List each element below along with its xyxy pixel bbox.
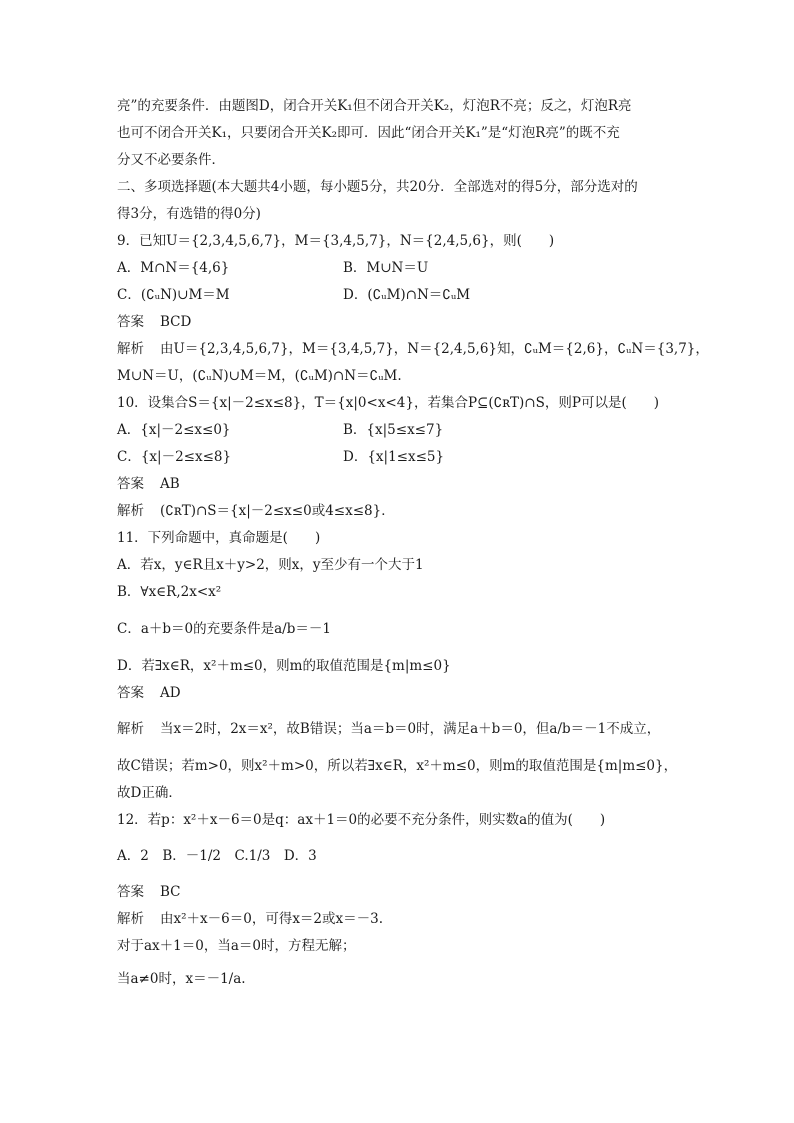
question-9-option-d: D．(∁ᵤM)∩N＝∁ᵤM (343, 287, 471, 303)
analysis-text: (∁ʀT)∩S＝{x|－2≤x≤0或4≤x≤8}． (160, 503, 395, 519)
question-12-answer (117, 883, 181, 901)
question-12-options: A．2 B．－1/2 C.1/3 D．3 (117, 848, 317, 864)
answer-label: 答案 (117, 476, 144, 492)
question-10-option-a: A．{x|－2≤x≤0} (117, 422, 231, 438)
question-10-option-b: B．{x|5≤x≤7} (343, 422, 444, 438)
answer-value: AB (160, 476, 180, 492)
question-11-option-c: C．a＋b＝0的充要条件是a/b＝－1 (117, 621, 331, 637)
analysis-text: 由U＝{2,3,4,5,6,7}，M＝{3,4,5,7}，N＝{2,4,5,6}知，∁ᵤM＝{2,6}，∁ᵤN＝{3,7}， (160, 341, 709, 357)
question-11-stem: 11．下列命题中，真命题是( ) (117, 530, 321, 546)
analysis-label: 解析 (117, 911, 144, 927)
question-9-option-a (117, 259, 229, 277)
analysis-text: 由x²＋x－6＝0，可得x＝2或x＝－3. (160, 911, 384, 927)
question-11-analysis-cont: 故C错误；若m>0，则x²＋m>0，所以若∃x∈R，x²＋m≤0，则m的取值范围是{m|m≤0}， (117, 758, 678, 774)
answer-label: 答案 (117, 884, 144, 900)
question-9-analysis (117, 340, 709, 358)
question-12-stem: 12．若p：x²＋x－6＝0是q：ax＋1＝0的必要不充分条件，则实数a的值为( ) (117, 812, 606, 828)
question-10-option-c: C．{x|－2≤x≤8} (117, 449, 232, 465)
text-line: 亮”的充要条件．由题图D，闭合开关K₁但不闭合开关K₂，灯泡R不亮；反之，灯泡R亮 (117, 98, 632, 114)
question-12-analysis-cont: 对于ax＋1＝0，当a＝0时，方程无解； (117, 938, 356, 954)
answer-value: BCD (160, 314, 192, 330)
answer-label: 答案 (117, 685, 144, 701)
question-9-answer (117, 313, 191, 331)
question-10-analysis (117, 502, 395, 520)
answer-value: BC (160, 884, 181, 900)
question-11-answer (117, 684, 181, 702)
question-11-option-b: B．∀x∈R,2x<x² (117, 584, 222, 600)
question-12-analysis (117, 910, 383, 928)
question-10-option-d: D．{x|1≤x≤5} (343, 449, 445, 465)
question-9-option-b: B．M∪N＝U (343, 260, 429, 276)
question-9-option-c: C．(∁ᵤN)∪M＝M (117, 287, 230, 303)
question-9-analysis-cont: M∪N＝U，(∁ᵤN)∪M＝M，(∁ᵤM)∩N＝∁ᵤM. (117, 368, 402, 384)
answer-label: 答案 (117, 314, 144, 330)
question-12-analysis-end: 当a≠0时，x＝－1/a. (117, 971, 246, 987)
section-heading: 二、多项选择题(本大题共4小题，每小题5分，共20分．全部选对的得5分，部分选对的 (117, 179, 638, 195)
section-heading-cont: 得3分，有选错的得0分) (117, 206, 261, 222)
text-line: 分又不必要条件． (117, 152, 225, 168)
analysis-label: 解析 (117, 503, 144, 519)
text-line: 也可不闭合开关K₁，只要闭合开关K₂即可．因此“闭合开关K₁”是“灯泡R亮”的既不充 (117, 125, 620, 141)
question-11-analysis-end: 故D正确． (117, 785, 182, 801)
option-a-text: A．M∩N＝{4,6} (117, 260, 230, 276)
analysis-text: 当x＝2时，2x＝x²，故B错误；当a＝b＝0时，满足a＋b＝0，但a/b＝－1不成立， (160, 721, 661, 737)
analysis-label: 解析 (117, 341, 144, 357)
question-11-analysis (117, 720, 660, 738)
question-10-stem: 10．设集合S＝{x|－2≤x≤8}，T＝{x|0<x<4}，若集合P⊆(∁ʀT)∩S，则P可以是( ) (117, 395, 659, 411)
answer-value: AD (160, 685, 181, 701)
question-11-option-d: D．若∃x∈R，x²＋m≤0，则m的取值范围是{m|m≤0} (117, 658, 451, 674)
analysis-label: 解析 (117, 721, 144, 737)
question-10-answer (117, 475, 180, 493)
question-9-stem: 9．已知U＝{2,3,4,5,6,7}，M＝{3,4,5,7}，N＝{2,4,5,6}，则( ) (117, 233, 555, 249)
question-11-option-a: A．若x，y∈R且x＋y>2，则x，y至少有一个大于1 (117, 557, 424, 573)
